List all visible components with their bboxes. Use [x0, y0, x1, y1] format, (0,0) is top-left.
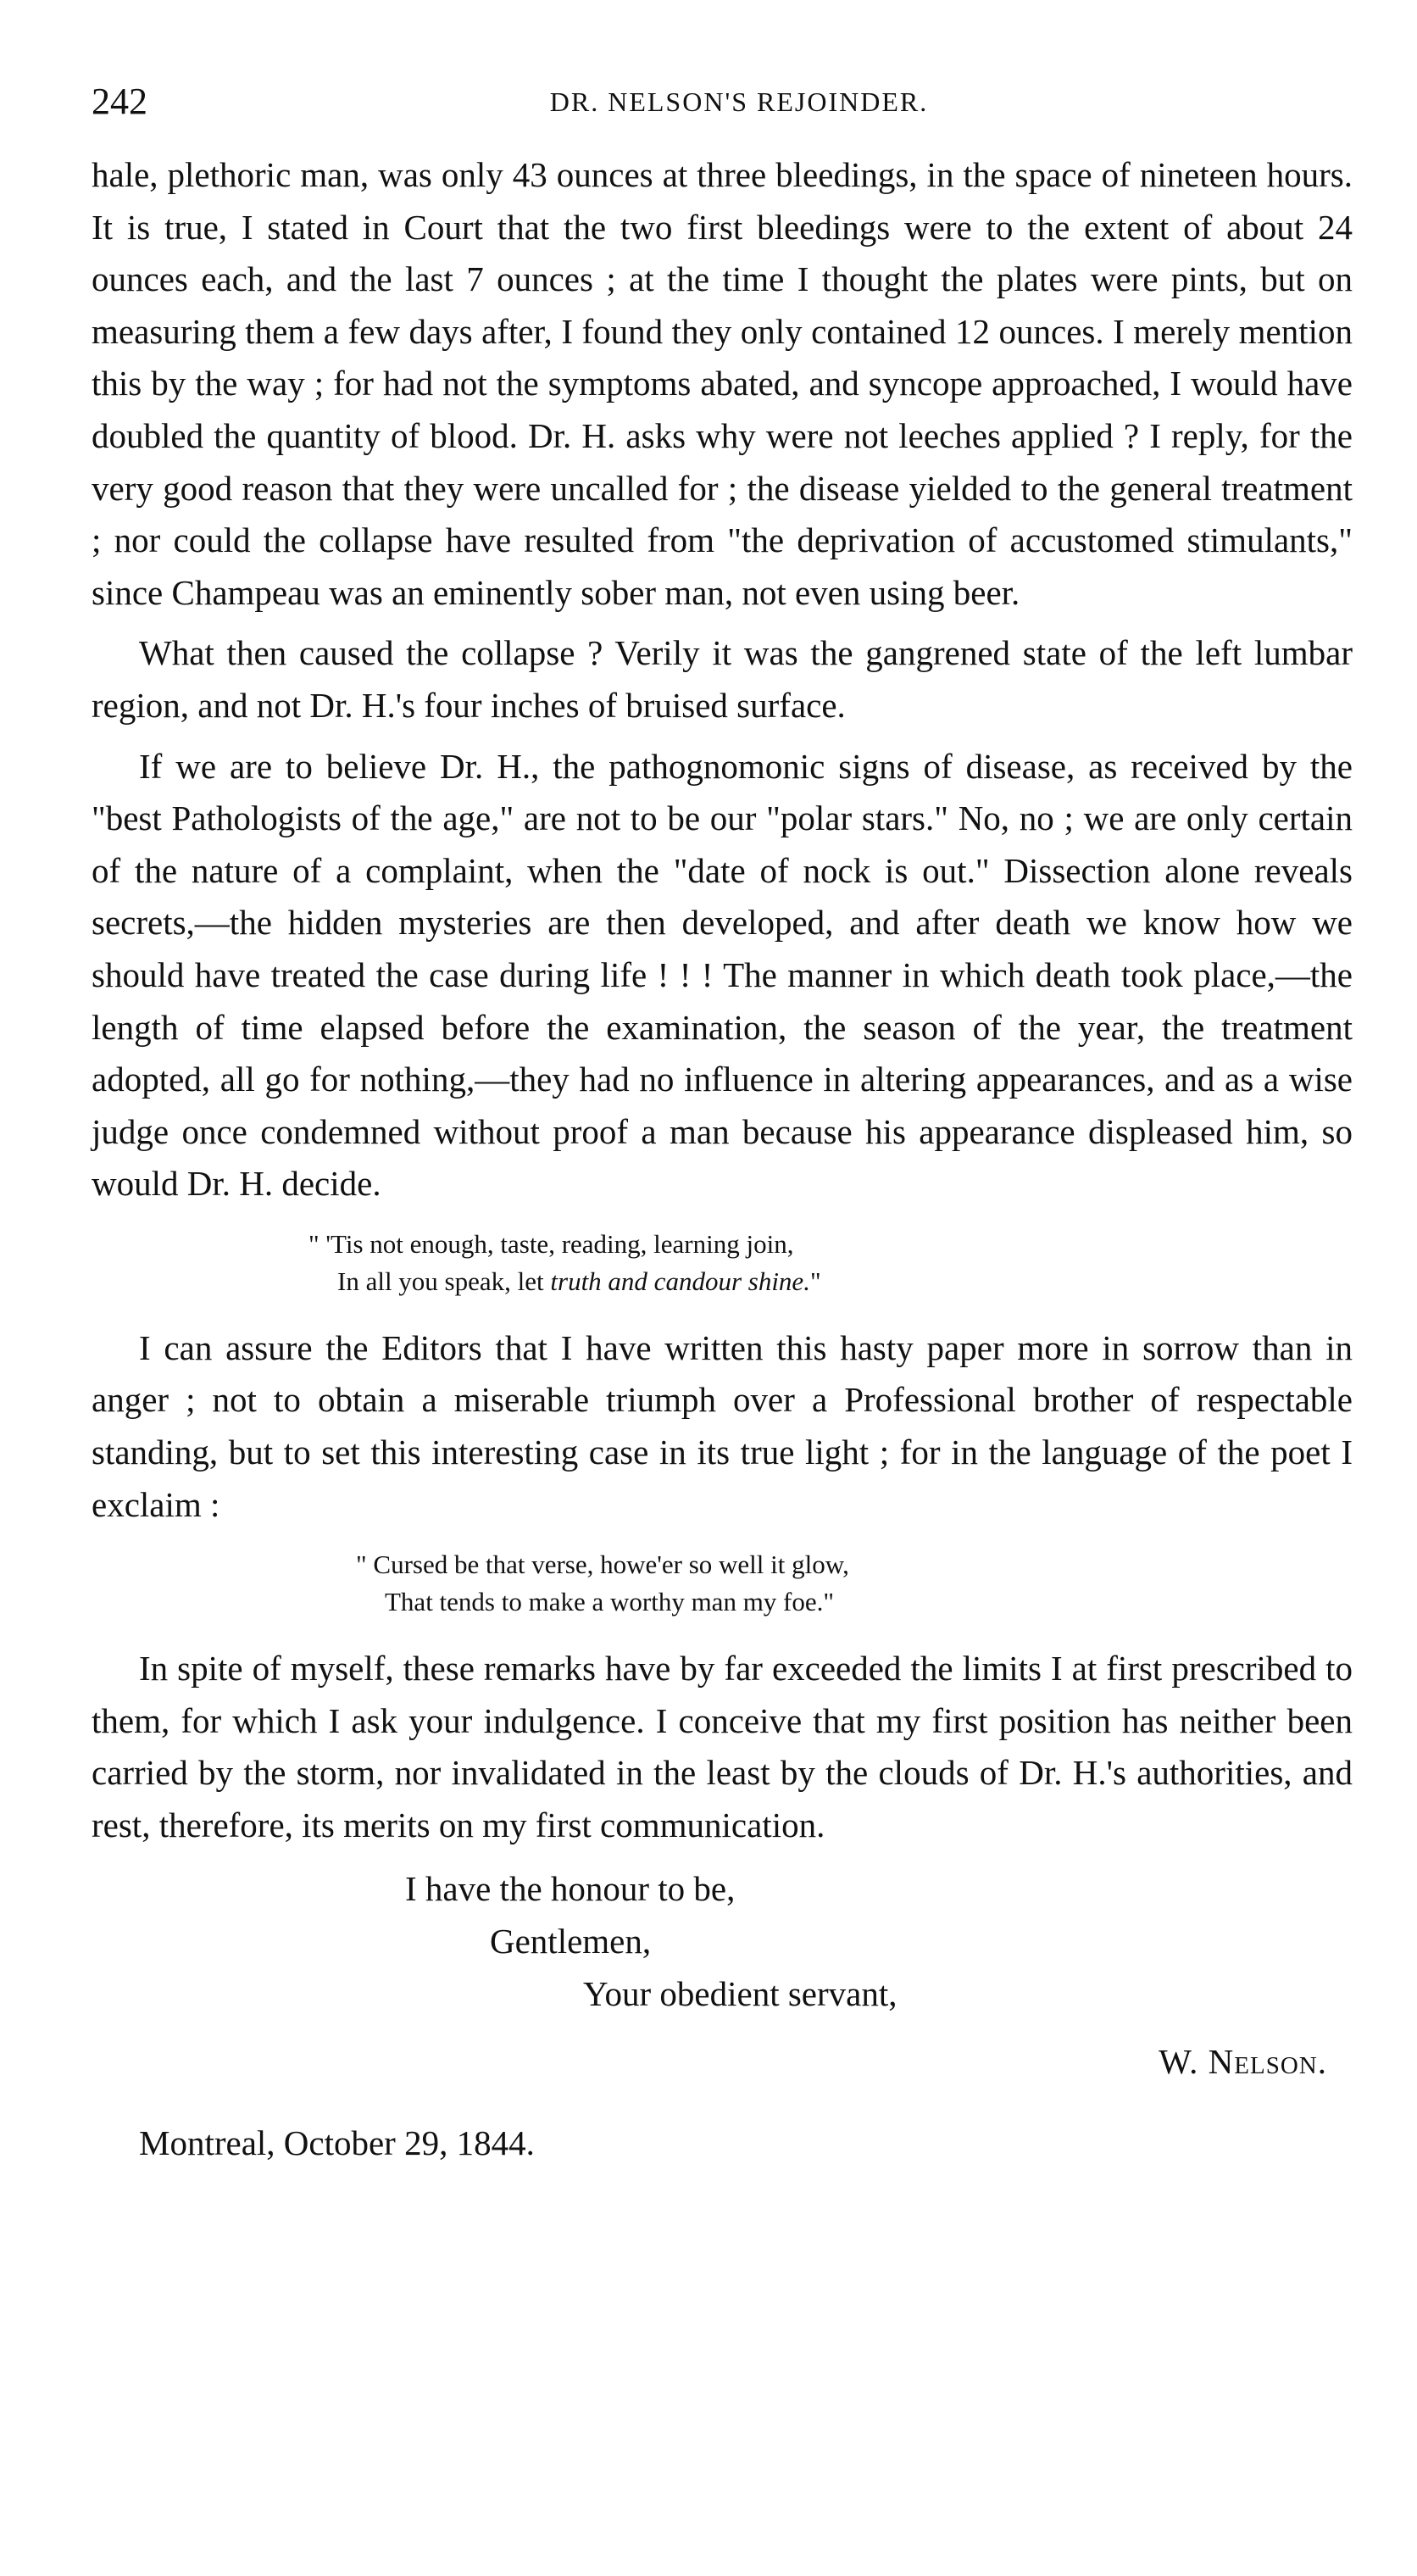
verse-1-line-2 — [92, 1263, 1353, 1300]
book-page — [92, 76, 1353, 2169]
paragraph-5: In spite of myself, these remarks have by far exceeded the limits I at first prescribed to them, for which I ask your indulgence. I conceive that my first position has neither been carried by the storm, nor invalidated in the least by the clouds of Dr. H.'s authorities, and rest, therefore, its merits on my first communication. — [92, 1649, 1353, 1845]
letter-closing — [92, 1862, 1353, 2088]
verse-quotation-1 — [92, 1226, 1353, 1300]
verse-2-line-2: That tends to make a worthy man my foe." — [385, 1587, 835, 1617]
verse-quotation-2 — [92, 1546, 1353, 1621]
verse-2-line-1: " Cursed be that verse, howe'er so well it glow, — [356, 1549, 849, 1580]
verse-1-line-1: " 'Tis not enough, taste, reading, learning join, — [308, 1228, 794, 1259]
paragraph-2: What then caused the collapse ? Verily it was the gangrened state of the left lumbar region, and not Dr. H.'s four inches of bruised surface. — [92, 633, 1353, 725]
closing-line-3: Your obedient servant, — [583, 1973, 897, 2013]
paragraph-4: I can assure the Editors that I have written this hasty paper more in sorrow than in anger ; not to obtain a miserable triumph over a Professional brother of respectable standing, but to set this interesting case in its true light ; for in the language of the poet I exclaim : — [92, 1327, 1353, 1524]
paragraph-1: hale, plethoric man, was only 43 ounces at three bleedings, in the space of nineteen hours. It is true, I stated in Court that the two first bleedings were to the extent of about 24 ounces each, and the last 7 ounces ; at the time I thought the plates were pints, but on measuring them a few days after, I found they only contained 12 ounces. I merely mention this by the way ; for had not the symptoms abated, and syncope approached, I would have doubled the quantity of blood. Dr. H. asks why were not leeches applied ? I reply, for the very good reason that they were uncalled for ; the disease yielded to the general treatment ; nor could the collapse have resulted from "the deprivation of accustomed stimulants," since Champeau was an eminently sober man, not even using beer. — [92, 155, 1353, 612]
running-header — [92, 76, 1353, 127]
running-title: DR. NELSON'S REJOINDER. — [549, 86, 929, 117]
verse-1-line-2-prefix: In all you speak, let — [337, 1266, 551, 1296]
page-number: 242 — [92, 81, 147, 122]
closing-line-2: Gentlemen, — [490, 1921, 652, 1961]
closing-line-1: I have the honour to be, — [405, 1868, 736, 1908]
dateline: Montreal, October 29, 1844. — [139, 2123, 535, 2162]
signature: W. Nelson. — [1159, 2041, 1327, 2081]
verse-1-line-2-suffix: " — [809, 1266, 821, 1296]
paragraph-3: If we are to believe Dr. H., the pathognomonic signs of disease, as received by the "best Pathologists of the age," are not to be our "polar stars." No, no ; we are only certain of the nature of a complaint, when the "date of nock is out." Dissection alone reveals secrets,—the hidden mysteries are then developed, and after death we know how we should have treated the case during life ! ! ! The manner in which death took place,—the length of time elapsed before the examination, the season of the year, the treatment adopted, all go for nothing,—they had no influence in altering appearances, and as a wise judge once condemned without proof a man because his appearance displeased him, so would Dr. H. decide. — [92, 746, 1353, 1204]
body-text — [92, 149, 1353, 1852]
verse-1-line-2-italic: truth and candour shine. — [550, 1266, 810, 1296]
